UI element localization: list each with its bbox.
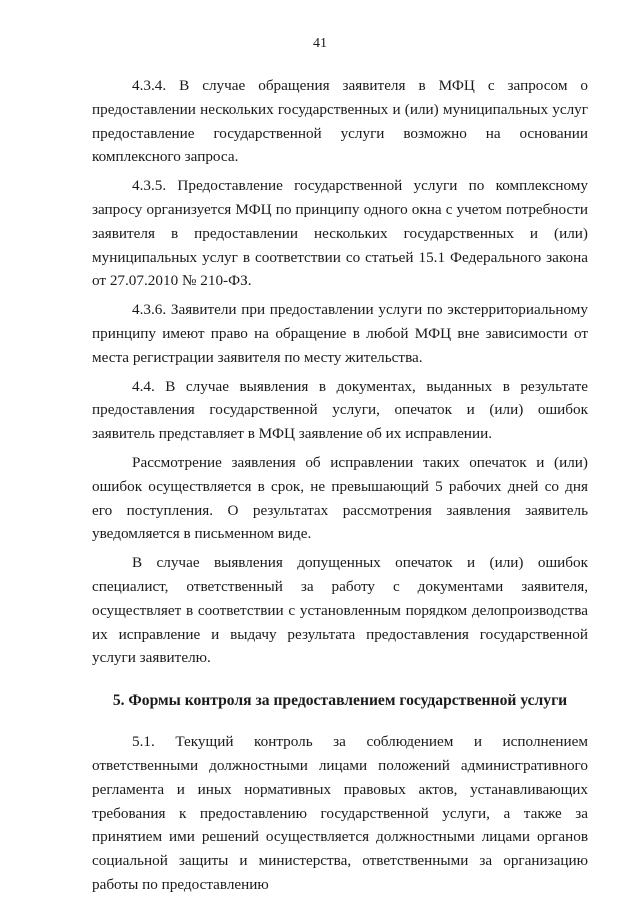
paragraph-corrections: В случае выявления допущенных опечаток и (или) ошибок специалист, ответственный за работу с документами заявителя, осуществляет в соответствии с установленным порядком делопроизводства их исправление и выдачу результата предоставления государственной услуги заявителю. [92, 554, 588, 667]
section-heading-5: 5. Формы контроля за предоставлением государственной услуги [112, 692, 568, 710]
paragraph-4-4: 4.4. В случае выявления в документах, выданных в результате предоставления государственной услуги, опечаток и (или) ошибок заявитель представляет в МФЦ заявление об их исправлении. [92, 377, 588, 443]
document-body [92, 74, 588, 897]
paragraph-4-3-4: 4.3.4. В случае обращения заявителя в МФЦ с запросом о предоставлении нескольких государственных и (или) муниципальных услуг предоставление государственной услуги возможно на основании комплексного запроса. [92, 77, 588, 166]
paragraph-review: Рассмотрение заявления об исправлении таких опечаток и (или) ошибок осуществляется в срок, не превышающий 5 рабочих дней со дня его поступления. О результатах рассмотрения заявления заявитель уведомляется в письменном виде. [92, 453, 588, 543]
paragraph-5-1: 5.1. Текущий контроль за соблюдением и исполнением ответственными должностными лицами положений административного регламента и иных нормативных правовых актов, устанавливающих требования к предоставлению государственной услуги, а также за принятием ими решений осуществляется должностными лицами органов социальной защиты и министерства, ответственными за организацию работы по предоставлению [92, 733, 588, 893]
page-number: 41 [313, 36, 327, 51]
paragraph-4-3-5: 4.3.5. Предоставление государственной услуги по комплексному запросу организуется МФЦ по принципу одного окна с учетом потребности заявителя в предоставлении нескольких государственных и (или) муниципальных услуг в соответствии со статьей 15.1 Федерального закона от 27.07.2010 № 210-ФЗ. [92, 177, 588, 290]
paragraph-4-3-6: 4.3.6. Заявители при предоставлении услуги по экстерриториальному принципу имеют право на обращение в любой МФЦ вне зависимости от места регистрации заявителя по месту жительства. [92, 301, 588, 366]
